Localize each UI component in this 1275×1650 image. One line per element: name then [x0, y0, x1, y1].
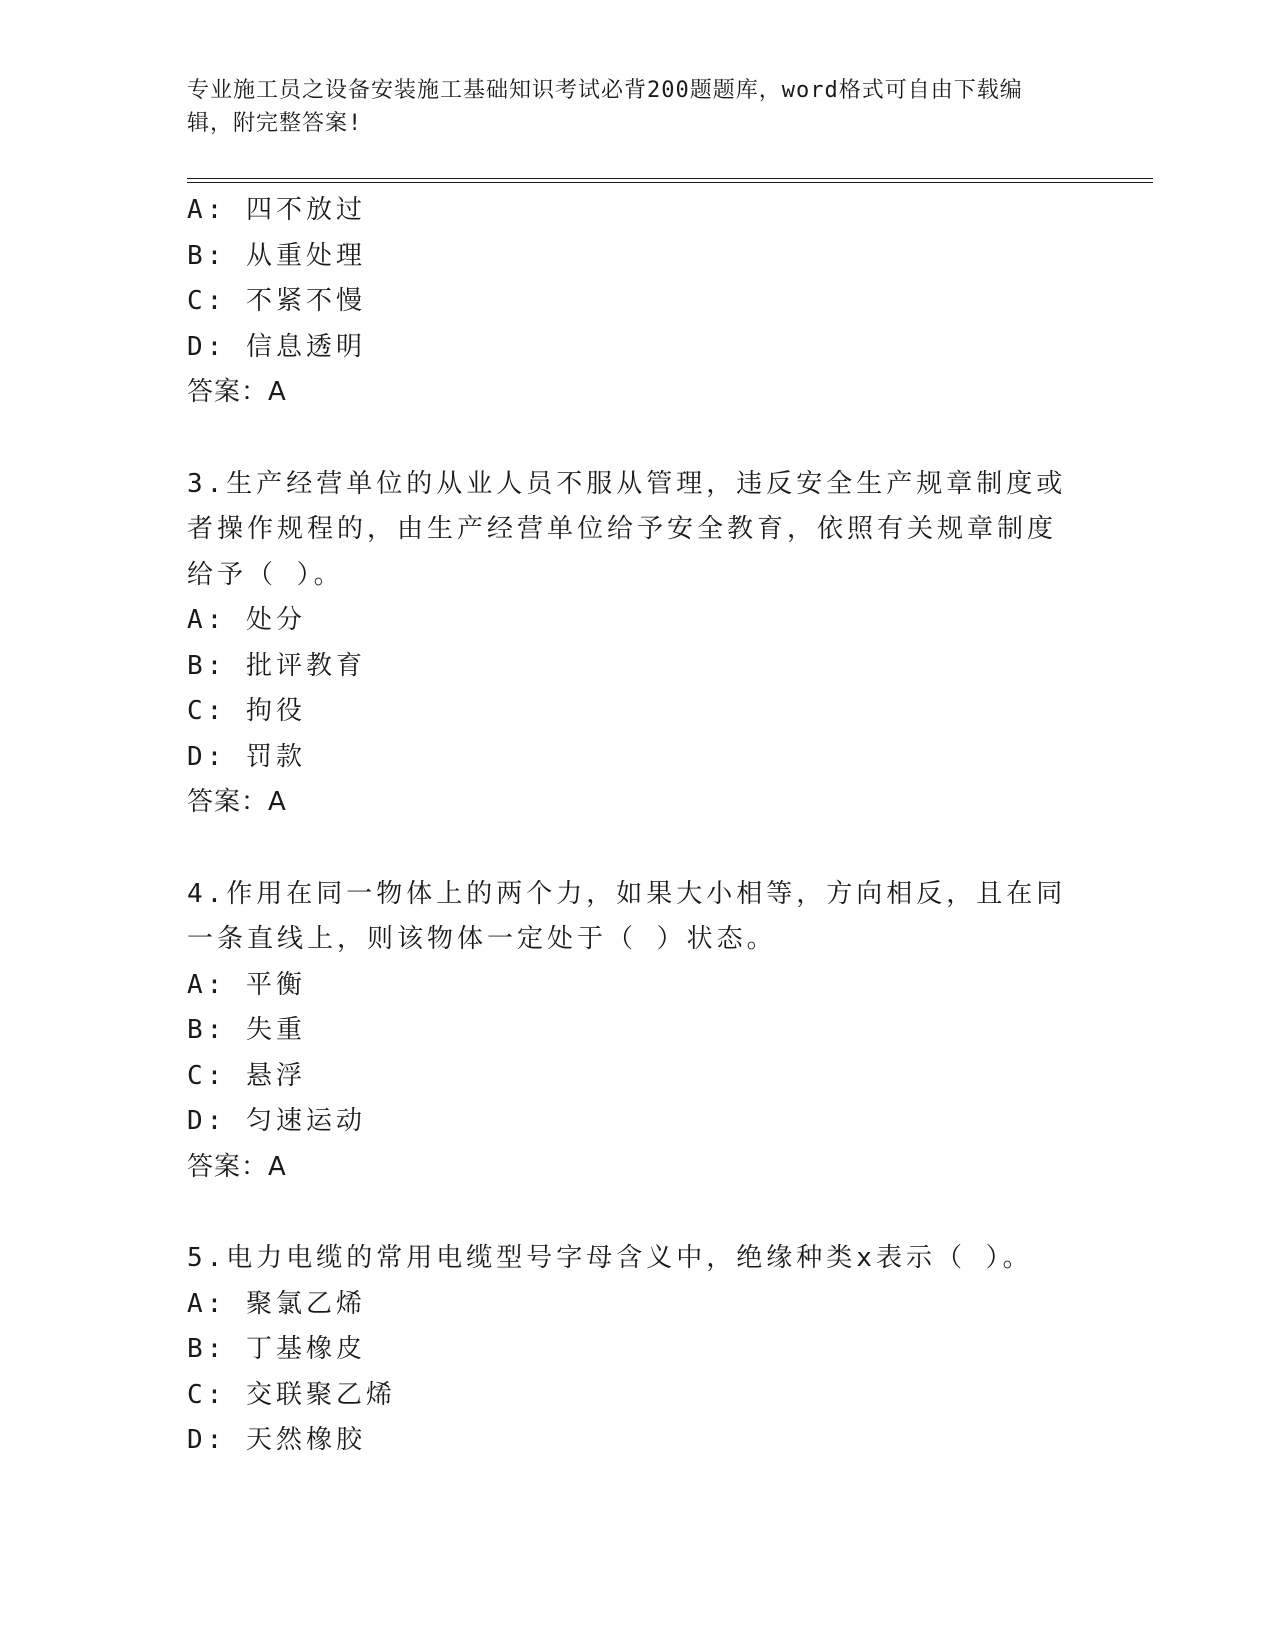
option-c: C: 悬浮 — [187, 1060, 306, 1091]
option-d: D: 天然橡胶 — [187, 1425, 366, 1455]
option-a: A: 聚氯乙烯 — [187, 1288, 366, 1319]
option-c: C: 不紧不慢 — [187, 286, 366, 316]
question-2-tail — [187, 188, 1067, 416]
document-header-title: 专业施工员之设备安装施工基础知识考试必背200题题库，word格式可自由下载编辑，附完整答案! — [187, 78, 1023, 136]
question-stem: 3.生产经营单位的从业人员不服从管理，违反安全生产规章制度或者操作规程的，由生产经营单位给予安全教育，依照有关规章制度给予（ ）。 — [187, 468, 1067, 590]
question-3 — [187, 462, 1067, 826]
option-a: A: 处分 — [187, 605, 306, 635]
option-b: B: 失重 — [187, 1015, 306, 1045]
question-stem: 5.电力电缆的常用电缆型号字母含义中，绝缘种类x表示（ ）。 — [187, 1243, 1033, 1273]
spacer — [187, 1190, 1067, 1236]
option-d: D: 罚款 — [187, 741, 306, 772]
question-stem: 4.作用在同一物体上的两个力，如果大小相等，方向相反，且在同一条直线上，则该物体一定处于（ ）状态。 — [187, 878, 1067, 954]
question-5 — [187, 1236, 1067, 1464]
spacer — [187, 826, 1067, 872]
answer-line: 答案：A — [187, 787, 287, 817]
header-rule-bottom — [187, 182, 1153, 183]
option-b: B: 批评教育 — [187, 650, 366, 681]
option-b: B: 丁基橡皮 — [187, 1334, 366, 1364]
question-4 — [187, 872, 1067, 1191]
option-b: B: 从重处理 — [187, 240, 366, 271]
option-d: D: 匀速运动 — [187, 1106, 366, 1136]
spacer — [187, 416, 1067, 462]
option-c: C: 拘役 — [187, 696, 306, 726]
answer-line: 答案：A — [187, 1151, 287, 1182]
answer-line: 答案：A — [187, 377, 287, 407]
header-rule-top — [187, 178, 1153, 179]
question-list — [187, 188, 1067, 1464]
option-a: A: 平衡 — [187, 969, 306, 1000]
option-c: C: 交联聚乙烯 — [187, 1379, 396, 1410]
option-a: A: 四不放过 — [187, 195, 366, 225]
option-d: D: 信息透明 — [187, 331, 366, 362]
